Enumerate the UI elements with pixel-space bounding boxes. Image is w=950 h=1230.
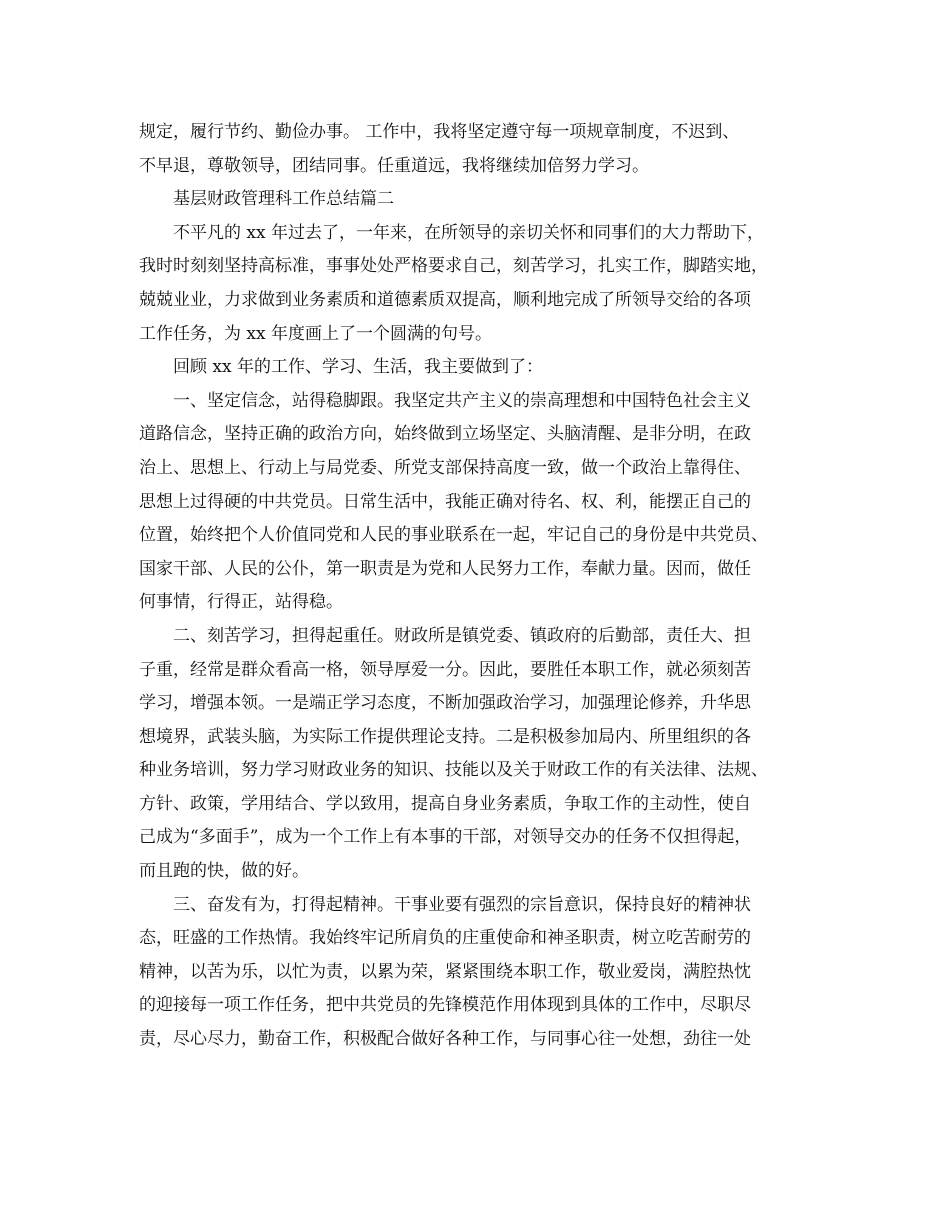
text-line: 子重，经常是群众看高一格，领导厚爱一分。因此，要胜任本职工作，就必须刻苦 [139, 659, 751, 680]
text-line: 想境界，武装头脑，为实际工作提供理论支持。二是积极参加局内、所里组织的各 [139, 726, 751, 747]
text-line: 学习，增强本领。一是端正学习态度，不断加强政治学习，加强理论修养，升华思 [139, 693, 751, 714]
text-line: 三、奋发有为，打得起精神。干事业要有强烈的宗旨意识，保持良好的精神状 [173, 894, 751, 915]
text-line: 位置，始终把个人价值同党和人民的事业联系在一起，牢记自己的身份是中共党员、 [139, 525, 768, 546]
text-line: 我时时刻刻坚持高标准，事事处处严格要求自己，刻苦学习，扎实工作，脚踏实地， [139, 256, 768, 277]
text-line: 回顾 xx 年的工作、学习、生活，我主要做到了： [173, 357, 543, 378]
text-line: 不早退，尊敬领导，团结同事。任重道远，我将继续加倍努力学习。 [139, 155, 649, 176]
text-line: 二、刻苦学习，担得起重任。财政所是镇党委、镇政府的后勤部，责任大、担 [173, 625, 751, 646]
text-line: 治上、思想上、行动上与局党委、所党支部保持高度一致，做一个政治上靠得住、 [139, 457, 751, 478]
text-line: 一、坚定信念，站得稳脚跟。我坚定共产主义的崇高理想和中国特色社会主义 [173, 390, 751, 411]
text-line: 工作任务，为 xx 年度画上了一个圆满的句号。 [139, 323, 492, 344]
text-line: 道路信念，坚持正确的政治方向，始终做到立场坚定、头脑清醒、是非分明，在政 [139, 424, 751, 445]
text-line: 规定，履行节约、勤俭办事。 工作中，我将坚定遵守每一项规章制度，不迟到、 [139, 122, 740, 142]
text-line: 己成为“多面手”，成为一个工作上有本事的干部，对领导交办的任务不仅担得起， [139, 827, 752, 848]
text-line: 基层财政管理科工作总结篇二 [173, 189, 394, 210]
text-line: 责，尽心尽力，勤奋工作，积极配合做好各种工作，与同事心往一处想，劲往一处 [139, 1029, 751, 1050]
text-line: 何事情，行得正，站得稳。 [139, 592, 343, 613]
text-line: 精神，以苦为乐，以忙为责，以累为荣，紧紧围绕本职工作，敬业爱岗，满腔热忱 [139, 961, 751, 982]
text-line: 国家干部、人民的公仆，第一职责是为党和人民努力工作，奉献力量。因而，做任 [139, 558, 751, 579]
text-line: 兢兢业业，力求做到业务素质和道德素质双提高，顺利地完成了所领导交给的各项 [139, 289, 751, 310]
text-line: 思想上过得硬的中共党员。日常生活中，我能正确对待名、权、利，能摆正自己的 [139, 491, 751, 512]
text-line: 不平凡的 xx 年过去了，一年来，在所领导的亲切关怀和同事们的大力帮助下， [173, 222, 764, 243]
text-line: 方针、政策，学用结合、学以致用，提高自身业务素质，争取工作的主动性，使自 [139, 793, 751, 814]
text-line: 态，旺盛的工作热情。我始终牢记所肩负的庄重使命和神圣职责，树立吃苦耐劳的 [139, 928, 751, 949]
text-line: 的迎接每一项工作任务，把中共党员的先锋模范作用体现到具体的工作中，尽职尽 [139, 995, 751, 1016]
text-line: 而且跑的快，做的好。 [139, 861, 309, 882]
document-body [139, 116, 815, 1057]
text-line: 种业务培训，努力学习财政业务的知识、技能以及关于财政工作的有关法律、法规、 [139, 760, 768, 781]
